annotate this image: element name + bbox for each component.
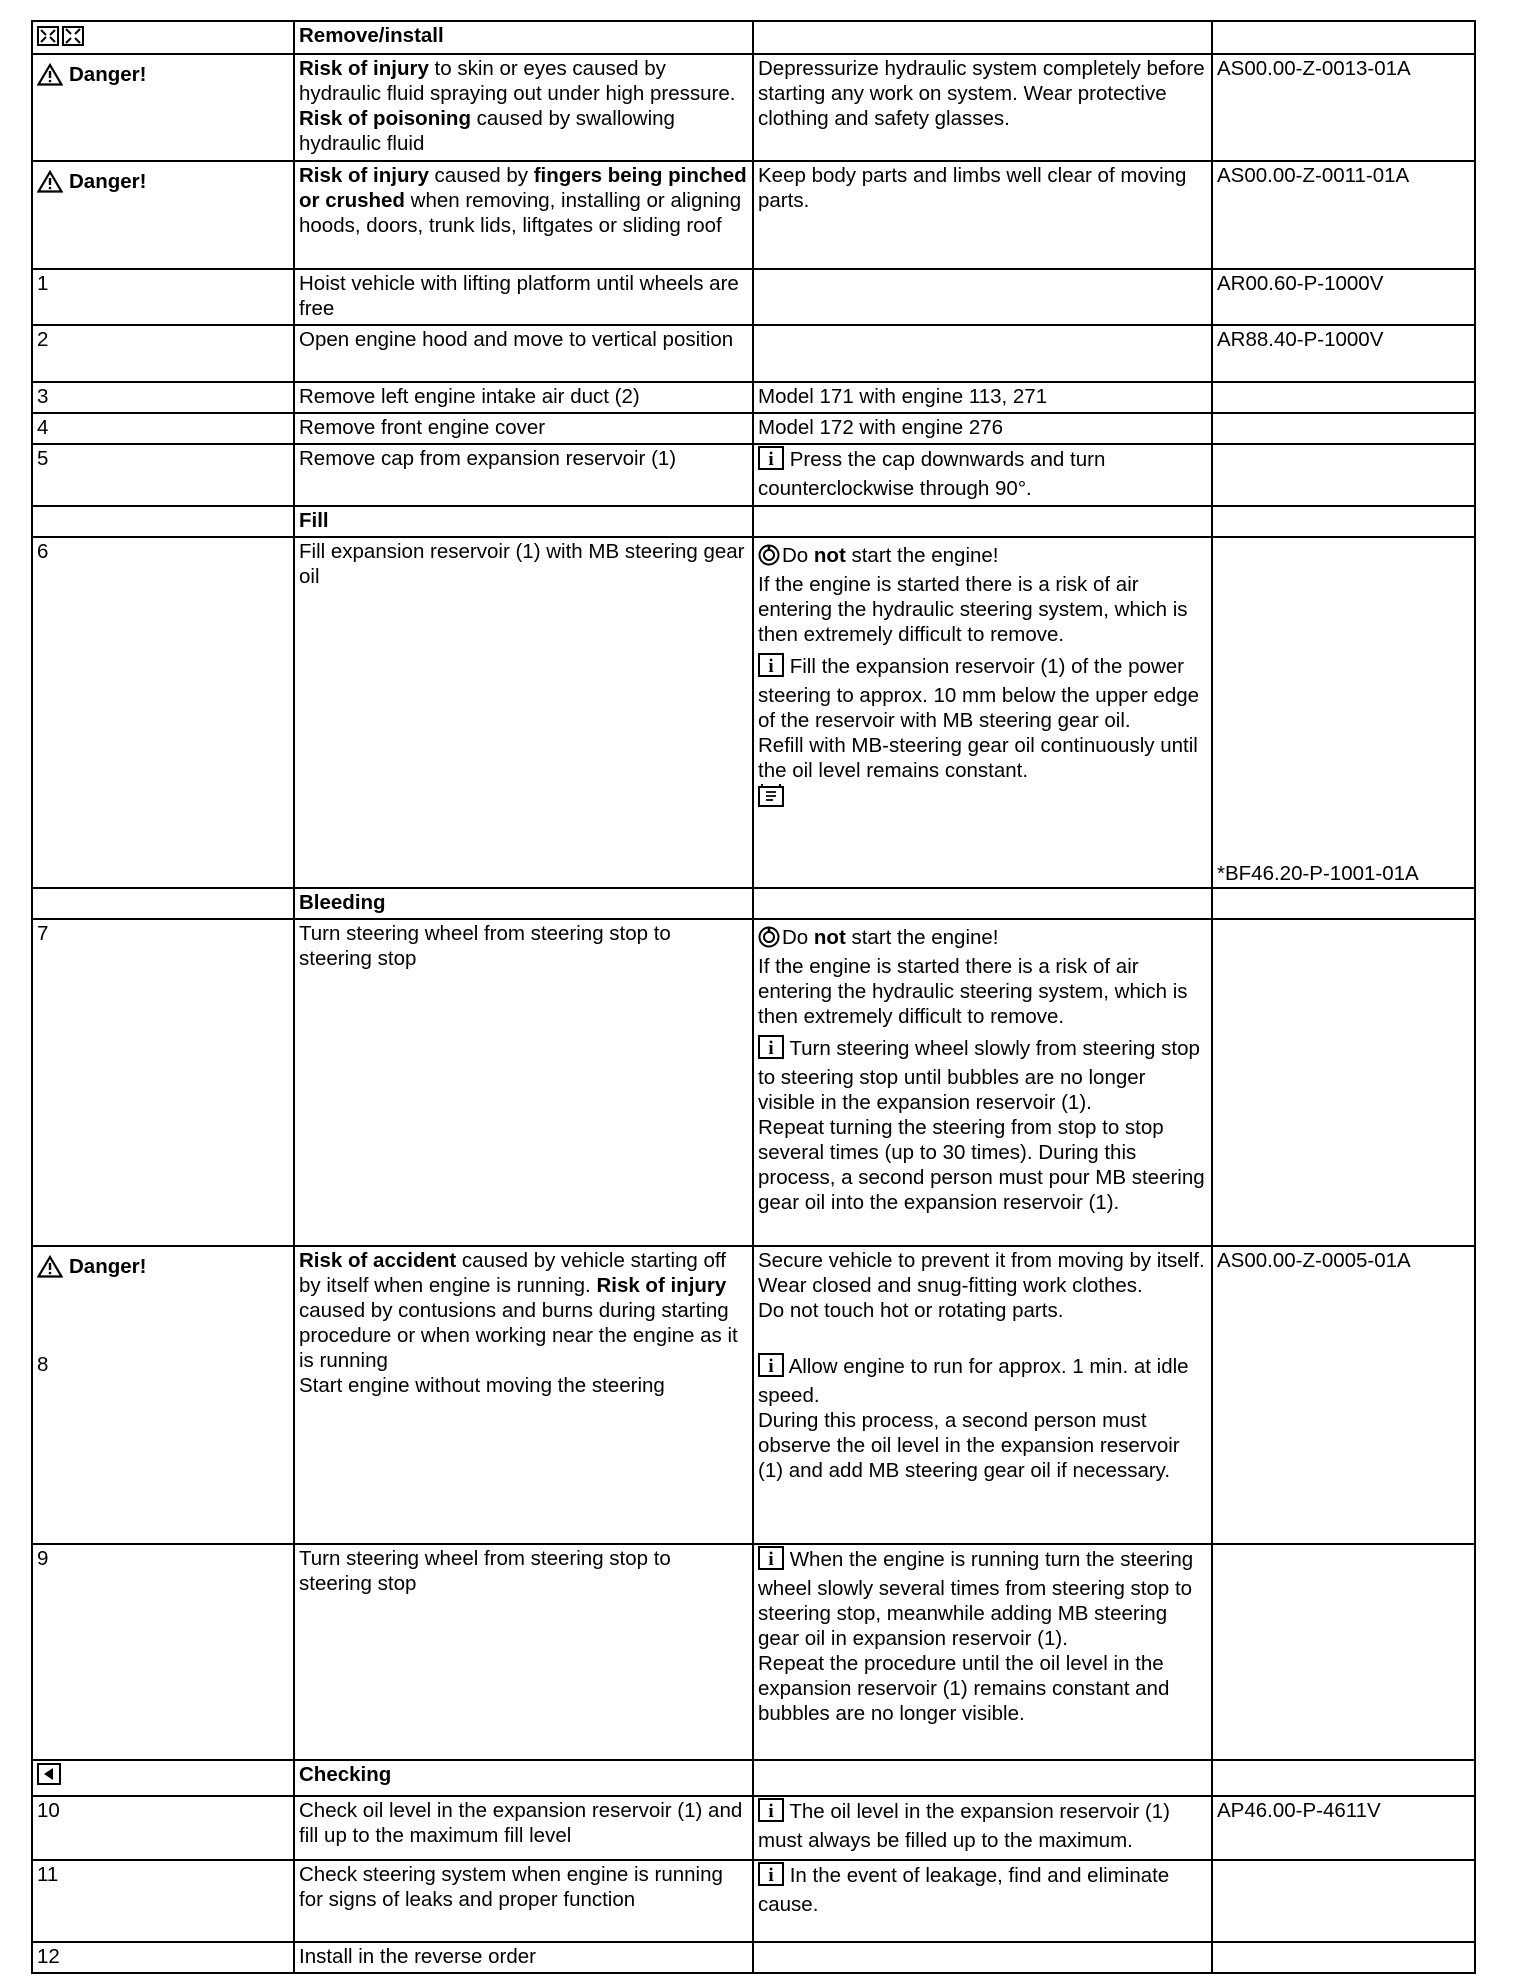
reference-code: AS00.00-Z-0005-01A: [1212, 1246, 1475, 1544]
step-note: i Press the cap downwards and turn counterclockwise through 90°.: [753, 444, 1212, 506]
warning-triangle-icon: [37, 63, 63, 86]
step-note: Do not start the engine! If the engine is started there is a risk of air entering the hydraulic steering system, which is then extremely difficult to remove. i Turn steering wheel slowly from steering stop to steering stop until bubbles are no longer visible in the expansion reservoir (1). Repeat turning the steering from stop to stop several times (up to 30 times). During this process, a second person must pour MB steering gear oil into the expansion reservoir (1).: [753, 919, 1212, 1246]
step-number: 12: [32, 1942, 294, 1973]
reference-code: AP46.00-P-4611V: [1212, 1796, 1475, 1860]
do-not-start-icon: [758, 926, 782, 954]
svg-text:i: i: [768, 656, 774, 677]
info-icon: [758, 1862, 784, 1892]
step-text: Install in the reverse order: [294, 1942, 753, 1973]
step-number: 1: [32, 269, 294, 325]
oil-reference-icon: [758, 783, 784, 813]
remove-install-icon: [37, 26, 85, 52]
do-not-start-icon: [758, 544, 782, 572]
step-text: Turn steering wheel from steering stop to steering stop: [294, 1544, 753, 1760]
danger-label: Danger!: [37, 1254, 146, 1279]
info-icon: [758, 446, 784, 476]
reference-code: AS00.00-Z-0011-01A: [1212, 161, 1475, 269]
step-text: Remove left engine intake air duct (2): [294, 382, 753, 413]
svg-text:i: i: [768, 1038, 774, 1059]
warning-triangle-icon: [37, 170, 63, 193]
step-text: Turn steering wheel from steering stop to steering stop: [294, 919, 753, 1246]
section-row: [32, 1760, 1475, 1796]
step-note: Model 172 with engine 276: [753, 413, 1212, 444]
step-text: Hoist vehicle with lifting platform until wheels are free: [294, 269, 753, 325]
reference-code: *BF46.20-P-1001-01A: [1212, 537, 1475, 888]
info-icon: [758, 1035, 784, 1065]
svg-text:i: i: [768, 449, 774, 470]
header-title: Remove/install: [294, 21, 753, 54]
header-icons: [32, 21, 294, 54]
step-row: [32, 1860, 1475, 1942]
procedure-table: [31, 20, 1476, 1974]
step-text: Start engine without moving the steering: [299, 1374, 665, 1397]
step-row: [32, 1796, 1475, 1860]
step-text: Remove cap from expansion reservoir (1): [294, 444, 753, 506]
step-row: [32, 537, 1475, 888]
danger-label: Danger!: [37, 62, 146, 87]
section-title: Fill: [294, 506, 753, 537]
danger-action: Secure vehicle to prevent it from moving by itself. Wear closed and snug-fitting work clothes. Do not touch hot or rotating parts.: [758, 1249, 1205, 1322]
step-note: i In the event of leakage, find and eliminate cause.: [753, 1860, 1212, 1942]
step-row: [32, 382, 1475, 413]
step-note: Do not start the engine! If the engine is started there is a risk of air entering the hydraulic steering system, which is then extremely difficult to remove. i Fill the expansion reservoir (1) of the power steering to approx. 10 mm below the upper edge of the reservoir with MB steering gear oil. Refill with MB-steering gear oil continuously until the oil level remains constant.: [753, 537, 1212, 888]
step-number: 10: [32, 1796, 294, 1860]
step-note: i Allow engine to run for approx. 1 min. at idle speed. During this process, a second person must observe the oil level in the expansion reservoir (1) and add MB steering gear oil if necessary.: [758, 1355, 1189, 1482]
section-row: [32, 506, 1475, 537]
step-number: 7: [32, 919, 294, 1246]
step-text: Check oil level in the expansion reservoir (1) and fill up to the maximum fill level: [294, 1796, 753, 1860]
step-row: [32, 325, 1475, 382]
step-number: 2: [32, 325, 294, 382]
step-row: [32, 269, 1475, 325]
danger-description: Risk of injury caused by fingers being pinched or crushed when removing, installing or aligning hoods, doors, trunk lids, liftgates or sliding roof: [294, 161, 753, 269]
info-icon: [758, 1546, 784, 1576]
svg-text:i: i: [768, 1865, 774, 1886]
step-number: 11: [32, 1860, 294, 1942]
step-row: [32, 1942, 1475, 1973]
info-icon: [758, 653, 784, 683]
step-number: 8: [37, 1353, 49, 1376]
step-number: 6: [32, 537, 294, 888]
danger-label: Danger!: [37, 169, 146, 194]
danger-description: Risk of injury to skin or eyes caused by hydraulic fluid spraying out under high pressure. Risk of poisoning caused by swallowing hydraulic fluid: [294, 54, 753, 161]
danger-action: Depressurize hydraulic system completely before starting any work on system. Wear protective clothing and safety glasses.: [753, 54, 1212, 161]
step-note: i The oil level in the expansion reservoir (1) must always be filled up to the maximum.: [753, 1796, 1212, 1860]
step-text: Open engine hood and move to vertical position: [294, 325, 753, 382]
step-number: 5: [32, 444, 294, 506]
step-text: Check steering system when engine is running for signs of leaks and proper function: [294, 1860, 753, 1942]
step-row: [32, 444, 1475, 506]
step-note: Model 171 with engine 113, 271: [753, 382, 1212, 413]
step-number: 9: [32, 1544, 294, 1760]
danger-row: [32, 161, 1475, 269]
danger-row: [32, 54, 1475, 161]
step-text: Remove front engine cover: [294, 413, 753, 444]
checking-icon: [37, 1763, 61, 1791]
info-icon: [758, 1798, 784, 1828]
section-title: Bleeding: [294, 888, 753, 919]
step-row: [32, 413, 1475, 444]
step-number: 3: [32, 382, 294, 413]
info-icon: [758, 1353, 784, 1383]
warning-triangle-icon: [37, 1255, 63, 1278]
section-row: [32, 888, 1475, 919]
danger-row: [32, 1246, 1475, 1544]
svg-text:i: i: [768, 1801, 774, 1822]
danger-description: Risk of accident caused by vehicle starting off by itself when engine is running. Risk of injury caused by contusions and burns during starting procedure or when working near the engine as it is running: [299, 1249, 738, 1372]
section-title: Checking: [294, 1760, 753, 1796]
header-row: [32, 21, 1475, 54]
step-text: Fill expansion reservoir (1) with MB steering gear oil: [294, 537, 753, 888]
reference-code: AR00.60-P-1000V: [1212, 269, 1475, 325]
svg-text:i: i: [768, 1549, 774, 1570]
reference-code: AS00.00-Z-0013-01A: [1212, 54, 1475, 161]
svg-text:i: i: [768, 1356, 774, 1377]
step-row: [32, 919, 1475, 1246]
step-number: 4: [32, 413, 294, 444]
step-note: i When the engine is running turn the steering wheel slowly several times from steering stop to steering stop, meanwhile adding MB steering gear oil in expansion reservoir (1). Repeat the procedure until the oil level in the expansion reservoir (1) remains constant and bubbles are no longer visible.: [753, 1544, 1212, 1760]
reference-code: AR88.40-P-1000V: [1212, 325, 1475, 382]
danger-action: Keep body parts and limbs well clear of moving parts.: [753, 161, 1212, 269]
step-row: [32, 1544, 1475, 1760]
